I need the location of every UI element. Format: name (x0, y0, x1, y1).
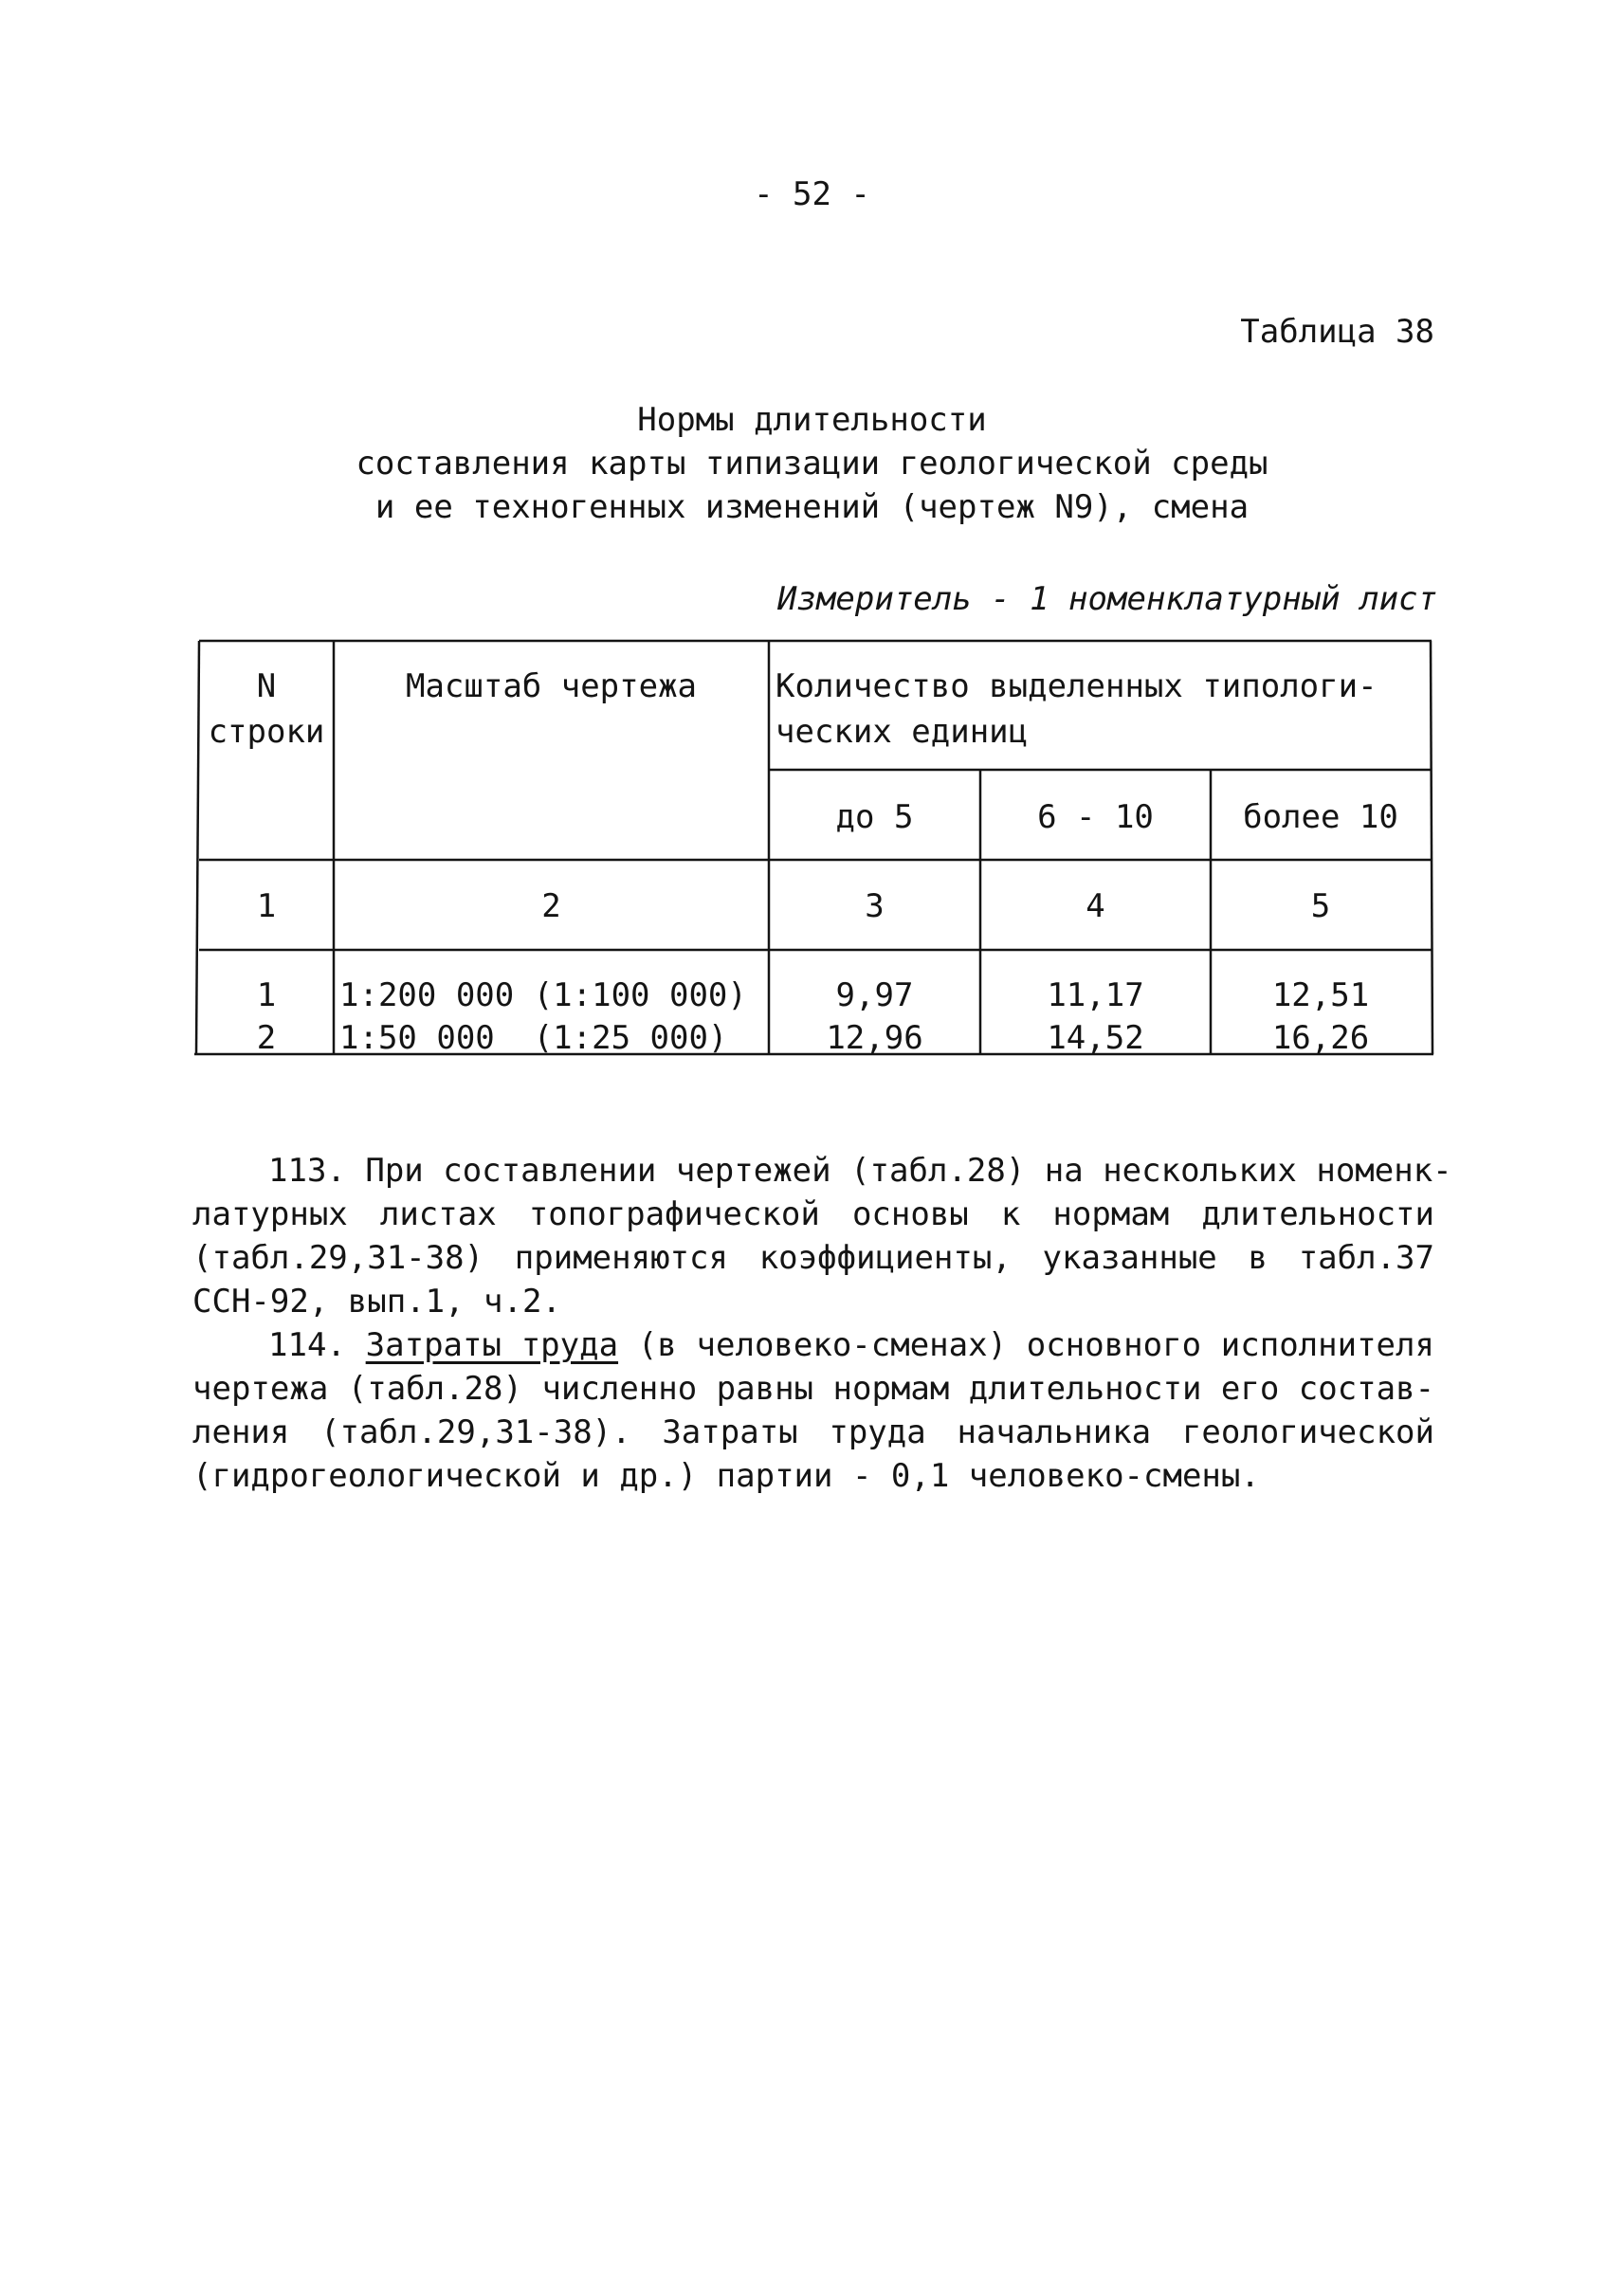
col-number-3: 3 (865, 887, 885, 925)
paragraph-113-line: ССН-92, вып.1, ч.2. (192, 1283, 561, 1321)
header-row-no-line-1: N (256, 667, 277, 705)
row-1-value-over-10: 12,51 (1271, 976, 1370, 1014)
header-row-no-line-2: строки (208, 713, 325, 751)
col-number-5: 5 (1310, 887, 1331, 925)
table-label: Таблица 38 (1240, 313, 1434, 351)
paragraph-114-line: (гидрогеологической и др.) партии - 0,1 человеко-смены. (192, 1457, 1260, 1495)
col-number-4: 4 (1086, 887, 1105, 925)
table-title-line-3: и ее техногенных изменений (чертеж N9), смена (374, 488, 1250, 526)
page-number: - 52 - (754, 175, 870, 213)
paragraph-114-line: ления (табл.29,31-38). Затраты труда начальника геологической (192, 1413, 1434, 1451)
row-2-scale: 1:50 000 (1:25 000) (339, 1019, 728, 1057)
row-1-value-6-10: 11,17 (1047, 976, 1144, 1014)
row-2-value-6-10: 14,52 (1047, 1019, 1144, 1057)
table-title-line-1: Нормы длительности (637, 401, 987, 439)
measurement-unit: Измеритель - 1 номенклатурный лист (777, 580, 1437, 618)
paragraph-113-line: латурных листах топографической основы к нормам длительности (192, 1195, 1434, 1233)
row-1-value-up-to-5: 9,97 (835, 976, 914, 1014)
paragraph-114-first-rest: (в человеко-сменах) основного исполнителя (637, 1326, 1434, 1364)
header-scale: Масштаб чертежа (405, 667, 698, 705)
col-number-1: 1 (256, 887, 277, 925)
paragraph-113-line: (табл.29,31-38) применяются коэффициенты, указанные в табл.37 (192, 1239, 1434, 1277)
paragraph-113-line: 113. При составлении чертежей (табл.28) на нескольких номенк- (268, 1152, 1452, 1190)
paragraph-114 (192, 1323, 1434, 1498)
paragraph-114-line: чертежа (табл.28) численно равны нормам длительности его состав- (192, 1370, 1435, 1408)
row-2-value-up-to-5: 12,96 (826, 1019, 923, 1057)
paragraph-114-first-line (192, 1323, 1434, 1367)
header-sub-up-to-5: до 5 (835, 798, 914, 836)
header-count-line-1: Количество выделенных типологи- (776, 667, 1378, 705)
paragraph-114-number: 114. (268, 1326, 346, 1364)
row-2-number: 2 (256, 1019, 277, 1057)
table-title-line-2: составления карты типизации геологической среды (356, 445, 1268, 483)
col-number-2: 2 (541, 887, 561, 925)
paragraph-113 (192, 1149, 1452, 1323)
row-1-number: 1 (256, 976, 277, 1014)
header-sub-over-10: более 10 (1243, 798, 1398, 836)
header-count-line-2: ческих единиц (776, 713, 1029, 751)
paragraph-114-underlined: Затраты труда (365, 1326, 619, 1364)
row-2-value-over-10: 16,26 (1271, 1019, 1370, 1057)
row-1-scale: 1:200 000 (1:100 000) (339, 976, 747, 1014)
header-sub-6-10: 6 - 10 (1037, 798, 1154, 836)
